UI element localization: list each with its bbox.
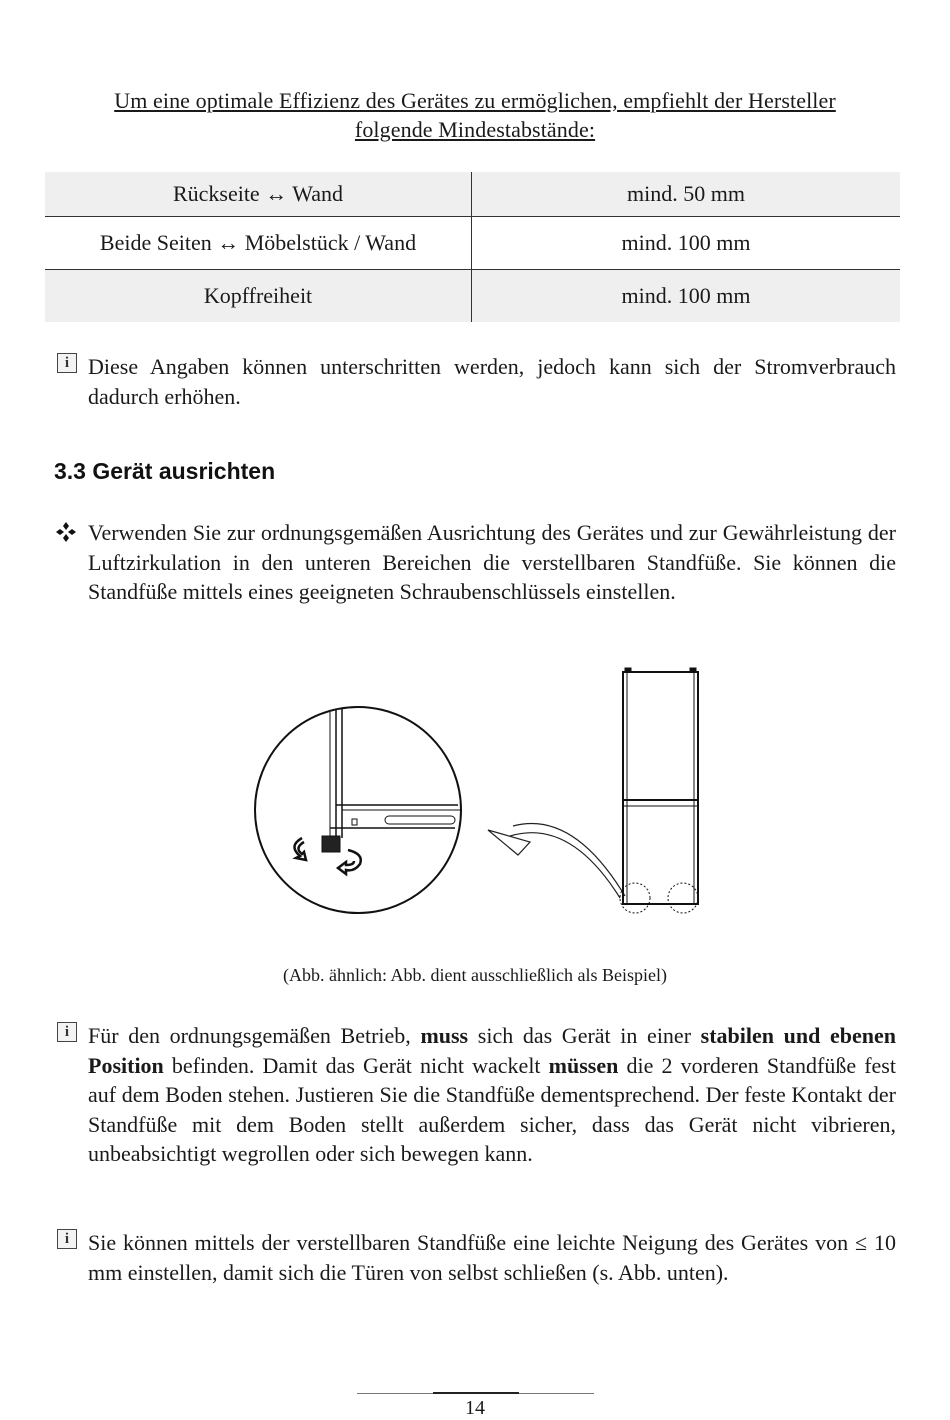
page-number: 14 xyxy=(465,1397,485,1419)
table-row xyxy=(45,217,900,270)
table-row xyxy=(45,270,900,323)
refrigerator-outline xyxy=(620,668,698,913)
distance-value: mind. 50 mm xyxy=(472,172,901,217)
magnified-foot-detail xyxy=(255,707,461,913)
info-icon: i xyxy=(57,1229,77,1249)
four-diamond-bullet-icon xyxy=(54,520,78,544)
intro-line-1: Um eine optimale Effizienz des Gerätes zu ermöglichen, empfiehlt der Hersteller xyxy=(114,88,836,113)
distance-value: mind. 100 mm xyxy=(472,270,901,323)
distance-location: Rückseite ↔ Wand xyxy=(45,172,472,217)
section-heading: 3.3 Gerät ausrichten xyxy=(54,458,276,484)
footer-rule-accent xyxy=(433,1392,519,1394)
note-door-tilt: Sie können mittels der verstellbaren Standfüße eine leichte Neigung des Gerätes von ≤ 10 mm einstellen, damit sich die Türen von selbst schließen (s. Abb. unten). xyxy=(88,1230,896,1285)
adjustable-feet-illustration xyxy=(250,660,710,925)
note-stable-position: Für den ordnungsgemäßen Betrieb, muss sich das Gerät in einer stabilen und ebenen Position befinden. Damit das Gerät nicht wackelt müssen die 2 vorderen Standfüße fest auf dem Boden stehen. Justieren Sie die Standfüße dementsprechend. Der feste Kontakt der Standfüße mit dem Boden stellt außerdem sicher, dass das Gerät nicht vibrieren, unbeabsichtigt wegrollen oder sich bewegen kann. xyxy=(88,1023,897,1166)
info-icon: i xyxy=(57,1022,77,1042)
info-icon: i xyxy=(57,353,77,373)
distance-value: mind. 100 mm xyxy=(472,217,901,270)
note-consumption: Diese Angaben können unterschritten werden, jedoch kann sich der Stromverbrauch dadurch erhöhen. xyxy=(88,354,896,409)
min-distance-table xyxy=(45,172,900,322)
distance-location: Kopffreiheit xyxy=(45,270,472,323)
figure-caption: (Abb. ähnlich: Abb. dient ausschließlich als Beispiel) xyxy=(283,965,667,985)
table-row xyxy=(45,172,900,217)
adjust-feet-instruction: Verwenden Sie zur ordnungsgemäßen Ausrichtung des Gerätes und zur Gewährleistung der Luftzirkulation in den unteren Bereichen die verstellbaren Standfüße. Sie können die Standfüße mittels eines geeigneten Schraubenschlüssels einstellen. xyxy=(88,520,896,604)
intro-line-2: folgende Mindestabstände: xyxy=(354,117,596,142)
distance-location: Beide Seiten ↔ Möbelstück / Wand xyxy=(45,217,472,270)
intro-text xyxy=(55,86,895,144)
pointer-arrow xyxy=(488,823,625,898)
